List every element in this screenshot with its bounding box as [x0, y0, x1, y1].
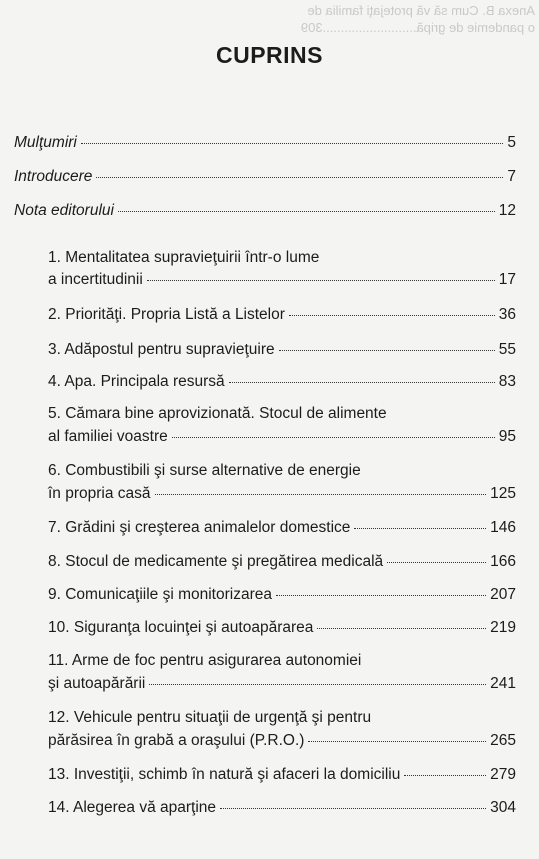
dot-leader: [81, 143, 504, 144]
dot-leader: [387, 562, 486, 563]
toc-page-number: 5: [507, 134, 516, 151]
dot-leader: [220, 808, 486, 809]
toc-entry-line: 12. Vehicule pentru situaţii de urgenţă şi pentru: [48, 709, 372, 726]
toc-page-number: 12: [498, 202, 516, 219]
toc-entry-line: 6. Combustibili şi surse alternative de energie: [48, 462, 361, 479]
toc-entry-label: 8. Stocul de medicamente şi pregătirea medicală: [48, 553, 384, 570]
toc-entry-line: 11. Arme de foc pentru asigurarea autonomiei: [48, 652, 362, 669]
bleed-through-text: [300, 2, 535, 36]
toc-entry-label: Nota editorului: [14, 202, 114, 219]
toc-entry-label: 10. Siguranţa locuinţei şi autoapărarea: [48, 619, 314, 636]
dot-leader: [276, 595, 486, 596]
toc-entry-label: 3. Adăpostul pentru supravieţuire: [48, 341, 275, 358]
toc-entry-chapter-11[interactable]: [48, 675, 516, 695]
toc-entry-chapter-9[interactable]: [48, 586, 516, 606]
toc-entry-multumiri[interactable]: [14, 134, 516, 154]
toc-entry-chapter-2[interactable]: [48, 306, 516, 326]
toc-entry-chapter-1[interactable]: [48, 271, 516, 291]
page-title: CUPRINS: [215, 42, 323, 68]
dot-leader: [289, 315, 495, 316]
dot-leader: [404, 775, 486, 776]
toc-page-number: 219: [490, 619, 516, 636]
toc-page-number: 207: [490, 586, 516, 603]
toc-entry-label: a incertitudinii: [48, 271, 143, 288]
toc-entry-chapter-8[interactable]: [48, 553, 516, 573]
toc-entry-introducere[interactable]: [14, 168, 516, 188]
toc-entry-label: al familiei voastre: [48, 428, 168, 445]
dot-leader: [279, 350, 495, 351]
toc-entry-line: 5. Cămara bine aprovizionată. Stocul de alimente: [48, 405, 387, 422]
toc-page-number: 265: [490, 732, 516, 749]
toc-page-number: 55: [498, 341, 516, 358]
toc-page-number: 17: [498, 271, 516, 288]
toc-page-number: 166: [490, 553, 516, 570]
toc-entry-chapter-4[interactable]: [48, 373, 516, 393]
toc-entry-chapter-6[interactable]: [48, 485, 516, 505]
toc-page-number: 146: [490, 519, 516, 536]
dot-leader: [229, 382, 495, 383]
dot-leader: [96, 177, 503, 178]
bleed-through-line: Anexa B. Cum să vă protejaţi familia de: [307, 3, 535, 18]
toc-page-number: 95: [498, 428, 516, 445]
toc-entry-label: 2. Priorităţi. Propria Listă a Listelor: [48, 306, 285, 323]
toc-entry-label: 14. Alegerea vă aparţine: [48, 799, 217, 816]
dot-leader: [155, 494, 487, 495]
toc-entry-chapter-10[interactable]: [48, 619, 516, 639]
toc-page-number: 304: [490, 799, 516, 816]
toc-entry-label: Mulţumiri: [14, 134, 77, 151]
toc-entry-line: 1. Mentalitatea supravieţuirii într-o lume: [48, 249, 320, 266]
dot-leader: [149, 684, 486, 685]
toc-entry-label: 4. Apa. Principala resursă: [48, 373, 225, 390]
toc-entry-nota-editorului[interactable]: [14, 202, 516, 222]
toc-entry-chapter-14[interactable]: [48, 799, 516, 819]
toc-entry-chapter-5[interactable]: [48, 428, 516, 448]
toc-page-number: 279: [490, 766, 516, 783]
dot-leader: [317, 628, 486, 629]
toc-entry-chapter-13[interactable]: [48, 766, 516, 786]
dot-leader: [172, 437, 495, 438]
toc-entry-label: părăsirea în grabă a oraşului (P.R.O.): [48, 732, 305, 749]
toc-page-number: 7: [507, 168, 516, 185]
dot-leader: [354, 528, 486, 529]
bleed-through-line: o pandemie de gripă..........................309: [300, 20, 535, 35]
toc-entry-label: Introducere: [14, 168, 93, 185]
toc-page-number: 36: [498, 306, 516, 323]
toc-entry-chapter-7[interactable]: [48, 519, 516, 539]
toc-entry-chapter-12[interactable]: [48, 732, 516, 752]
toc-entry-label: în propria casă: [48, 485, 151, 502]
toc-page-number: 83: [498, 373, 516, 390]
toc-page-number: 241: [490, 675, 516, 692]
dot-leader: [308, 741, 486, 742]
toc-entry-label: 13. Investiţii, schimb în natură şi afaceri la domiciliu: [48, 766, 401, 783]
toc-entry-label: 9. Comunicaţiile şi monitorizarea: [48, 586, 272, 603]
toc-entry-label: şi autoapărării: [48, 675, 146, 692]
dot-leader: [118, 211, 495, 212]
toc-entry-chapter-3[interactable]: [48, 341, 516, 361]
toc-page-number: 125: [490, 485, 516, 502]
dot-leader: [147, 280, 495, 281]
toc-entry-label: 7. Grădini şi creşterea animalelor domestice: [48, 519, 351, 536]
